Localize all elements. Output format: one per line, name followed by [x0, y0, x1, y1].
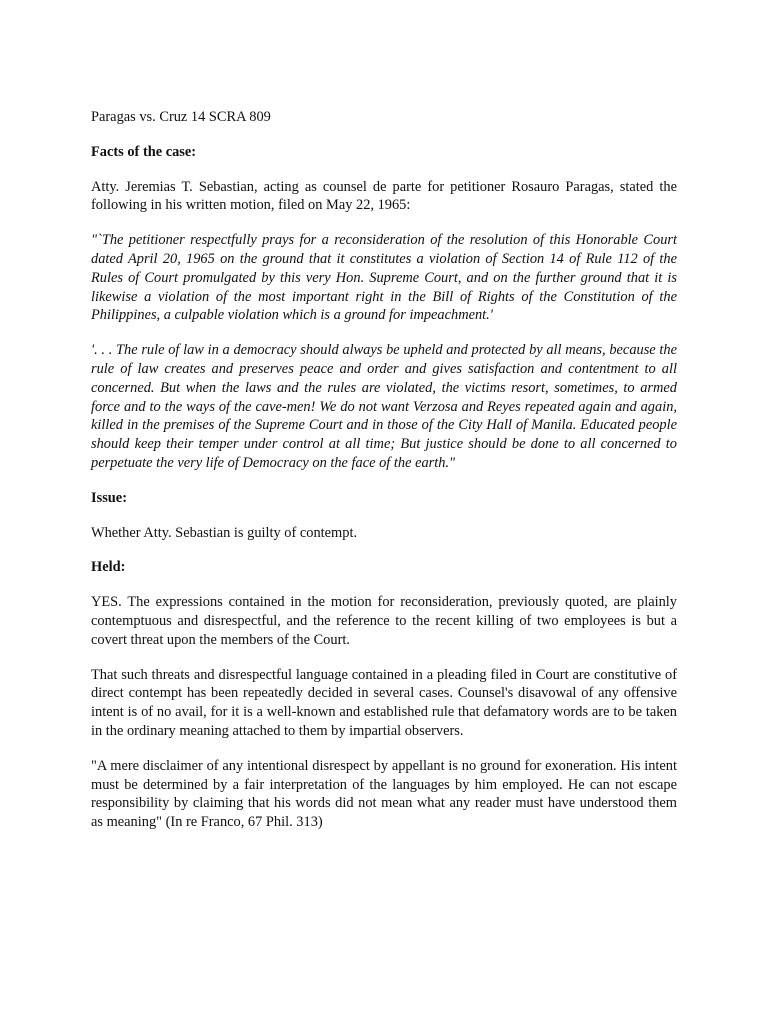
- issue-text: Whether Atty. Sebastian is guilty of contempt.: [91, 524, 358, 541]
- held-heading: Held:: [91, 559, 126, 576]
- motion-quote-1: "`The petitioner respectfully prays for a reconsideration of the resolution of this Honorable Court dated April 20, 1965 on the ground that it constitutes a violation of Section 14 of Rule 112 of the Rules of Court promulgated by this very Hon. Supreme Court, and on the further ground that it is likewise a violation of the most important right in the Bill of Rights of the Constitution of the Philippines, a culpable violation which is a ground for impeachment.': [91, 232, 677, 324]
- held-paragraph-3: "A mere disclaimer of any intentional disrespect by appellant is no ground for exoneration. His intent must be determined by a fair interpretation of the languages by him employed. He can not escape responsibility by claiming that his words did not mean what any reader must have understood them as meaning" (In re Franco, 67 Phil. 313): [91, 757, 677, 831]
- issue-heading: Issue:: [91, 489, 127, 506]
- document-page: [91, 108, 677, 848]
- motion-quote-2: '. . . The rule of law in a democracy should always be upheld and protected by all means, because the rule of law creates and preserves peace and order and gives satisfaction and contentment to all concerned. But when the laws and the rules are violated, the victims resort, sometimes, to armed force and to the ways of the cave-men! We do not want Verzosa and Reyes repeated again and again, killed in the premises of the Supreme Court and in those of the City Hall of Manila. Educated people should keep their temper under control at all time; But justice should be done to all concerned to perpetuate the very life of Democracy on the face of the earth.": [91, 342, 677, 471]
- held-paragraph-2: That such threats and disrespectful language contained in a pleading filed in Court are constitutive of direct contempt has been repeatedly decided in several cases. Counsel's disavowal of any offensive intent is of no avail, for it is a well-known and established rule that defamatory words are to be taken in the ordinary meaning attached to them by impartial observers.: [91, 666, 677, 739]
- case-citation: Paragas vs. Cruz 14 SCRA 809: [91, 109, 271, 125]
- held-paragraph-1: YES. The expressions contained in the motion for reconsideration, previously quoted, are plainly contemptuous and disrespectful, and the reference to the recent killing of two employees is but a covert threat upon the members of the Court.: [91, 594, 677, 648]
- facts-paragraph: Atty. Jeremias T. Sebastian, acting as counsel de parte for petitioner Rosauro Paragas, stated the following in his written motion, filed on May 22, 1965:: [91, 178, 677, 214]
- facts-heading: Facts of the case:: [91, 143, 197, 160]
